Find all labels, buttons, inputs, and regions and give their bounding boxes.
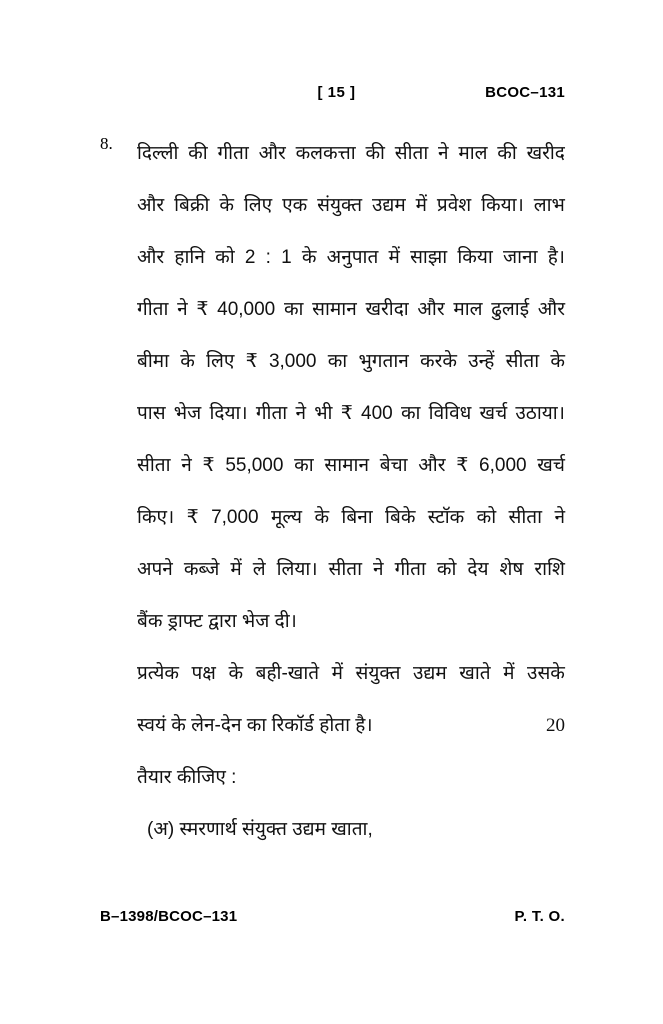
marks-value: 20 xyxy=(546,715,565,736)
word: ने xyxy=(295,403,306,424)
word: ने xyxy=(181,455,192,476)
word: मूल्य xyxy=(271,507,303,528)
word: के xyxy=(219,195,234,216)
word: : xyxy=(265,247,271,268)
word: ₹ xyxy=(340,403,353,424)
turn-over-label: P. T. O. xyxy=(514,908,565,925)
text-line: बैंक ड्राफ्ट द्वारा भेज दी। xyxy=(137,611,297,632)
word: बेचा xyxy=(379,455,408,476)
word: लिए xyxy=(243,195,273,216)
word: के xyxy=(314,507,330,528)
word: विविध xyxy=(428,403,472,424)
word: बिना xyxy=(341,507,373,528)
word: 7,000 xyxy=(211,507,259,528)
question-8 xyxy=(100,128,565,856)
word: ₹ xyxy=(196,299,209,320)
paragraph xyxy=(137,128,565,648)
word: भी xyxy=(314,403,333,424)
word: और xyxy=(258,143,286,164)
word: संयुक्त xyxy=(355,663,401,684)
word: ₹ xyxy=(186,507,199,528)
word: खाते xyxy=(459,663,491,684)
word: सीता xyxy=(508,507,543,528)
word: ने xyxy=(554,507,565,528)
word: को xyxy=(476,507,497,528)
word: किए। xyxy=(137,507,175,528)
word: उन्हें xyxy=(468,351,495,372)
word: खरीदा xyxy=(365,299,409,320)
word: ले xyxy=(252,559,266,580)
word: को xyxy=(436,559,457,580)
word: की xyxy=(188,143,208,164)
word: करके xyxy=(420,351,457,372)
text-line xyxy=(137,648,565,700)
text-line xyxy=(137,544,565,596)
word: की xyxy=(365,143,385,164)
paragraph xyxy=(137,648,565,752)
word: के xyxy=(301,247,317,268)
text-line: (अ) स्मरणार्थ संयुक्त उद्यम खाता, xyxy=(147,819,373,840)
word: 2 xyxy=(244,247,256,268)
word: भुगतान xyxy=(358,351,409,372)
word: कब्जे xyxy=(183,559,220,580)
text-line xyxy=(137,336,565,388)
word: राशि xyxy=(534,559,565,580)
word: सीता xyxy=(505,351,540,372)
word: उठाया। xyxy=(515,403,565,424)
word: हानि xyxy=(174,247,205,268)
word: दिया। xyxy=(209,403,248,424)
word: गीता xyxy=(255,403,288,424)
text-line: तैयार कीजिए : xyxy=(137,767,237,788)
word: सामान xyxy=(324,455,369,476)
word: किया xyxy=(457,247,493,268)
paper-code: BCOC–131 xyxy=(485,84,565,101)
word: सीता xyxy=(137,455,171,476)
word: माल xyxy=(453,299,483,320)
text-line xyxy=(137,284,565,336)
word: सीता xyxy=(394,143,429,164)
word: और xyxy=(537,299,565,320)
word: की xyxy=(497,143,517,164)
word: गीता xyxy=(137,299,169,320)
question-body xyxy=(137,128,565,856)
word: 6,000 xyxy=(479,455,527,476)
word: में xyxy=(503,663,515,684)
word: गीता xyxy=(394,559,426,580)
word: और xyxy=(418,455,446,476)
word: सीता xyxy=(328,559,363,580)
word: उद्यम xyxy=(412,663,447,684)
word: 1 xyxy=(281,247,292,268)
word: में xyxy=(230,559,242,580)
word: खर्च xyxy=(479,403,508,424)
word: को xyxy=(215,247,235,268)
word: का xyxy=(294,455,314,476)
word: के xyxy=(228,663,244,684)
word: सामान xyxy=(312,299,357,320)
paragraph xyxy=(137,752,565,804)
word: और xyxy=(137,247,165,268)
word: का xyxy=(400,403,421,424)
word: का xyxy=(327,351,348,372)
word: बिके xyxy=(385,507,416,528)
word: में xyxy=(388,247,400,268)
word: ₹ xyxy=(202,455,215,476)
booklet-code: B–1398/BCOC–131 xyxy=(100,908,238,925)
word: का xyxy=(283,299,304,320)
word: ₹ xyxy=(456,455,469,476)
word: 3,000 xyxy=(268,351,317,372)
word: लाभ xyxy=(533,195,565,216)
word: में xyxy=(415,195,427,216)
word: बीमा xyxy=(137,351,170,372)
word: खर्च xyxy=(537,455,565,476)
word: 40,000 xyxy=(217,299,276,320)
word: प्रवेश xyxy=(436,195,472,216)
question-number: 8. xyxy=(100,134,113,153)
word: 55,000 xyxy=(225,455,284,476)
word: अपने xyxy=(137,559,173,580)
paragraph xyxy=(137,804,565,856)
text-line: स्वयं के लेन-देन का रिकॉर्ड होता है। 20 xyxy=(137,700,565,752)
word: किया। xyxy=(481,195,524,216)
word: ने xyxy=(177,299,188,320)
word: जाना xyxy=(503,247,538,268)
word: संयुक्त xyxy=(317,195,363,216)
word: 400 xyxy=(361,403,393,424)
word: उद्यम xyxy=(371,195,406,216)
text-line xyxy=(137,232,565,284)
word: और xyxy=(417,299,445,320)
word: में xyxy=(331,663,343,684)
word: के xyxy=(550,351,565,372)
word: लिया। xyxy=(276,559,318,580)
word: खरीद xyxy=(526,143,565,164)
word: स्टॉक xyxy=(427,507,465,528)
text-line xyxy=(137,440,565,492)
word: कलकत्ता xyxy=(295,143,356,164)
text-line xyxy=(137,388,565,440)
word: देय xyxy=(467,559,489,580)
word: ने xyxy=(373,559,384,580)
word: ₹ xyxy=(245,351,258,372)
word: ढुलाई xyxy=(491,299,530,320)
word: अनुपात xyxy=(326,247,379,268)
word: एक xyxy=(282,195,308,216)
word: भेज xyxy=(173,403,202,424)
page-footer xyxy=(100,908,565,932)
page-number: [ 15 ] xyxy=(317,84,356,101)
word: और xyxy=(137,195,165,216)
word: बही-खाते xyxy=(255,663,320,684)
text-line xyxy=(137,180,565,232)
word: दिल्ली xyxy=(137,143,179,164)
word: है। xyxy=(547,247,565,268)
word: शेष xyxy=(499,559,524,580)
word: पक्ष xyxy=(191,663,216,684)
page-header xyxy=(100,84,565,108)
word: ने xyxy=(438,143,449,164)
word: उसके xyxy=(527,663,565,684)
word: पास xyxy=(137,403,166,424)
word: लिए xyxy=(206,351,235,372)
word: माल xyxy=(458,143,488,164)
word: बिक्री xyxy=(174,195,210,216)
word: प्रत्येक xyxy=(137,663,179,684)
text-line xyxy=(137,128,565,180)
word: के xyxy=(180,351,195,372)
word: गीता xyxy=(217,143,249,164)
word: साझा xyxy=(410,247,448,268)
text-line xyxy=(137,492,565,544)
